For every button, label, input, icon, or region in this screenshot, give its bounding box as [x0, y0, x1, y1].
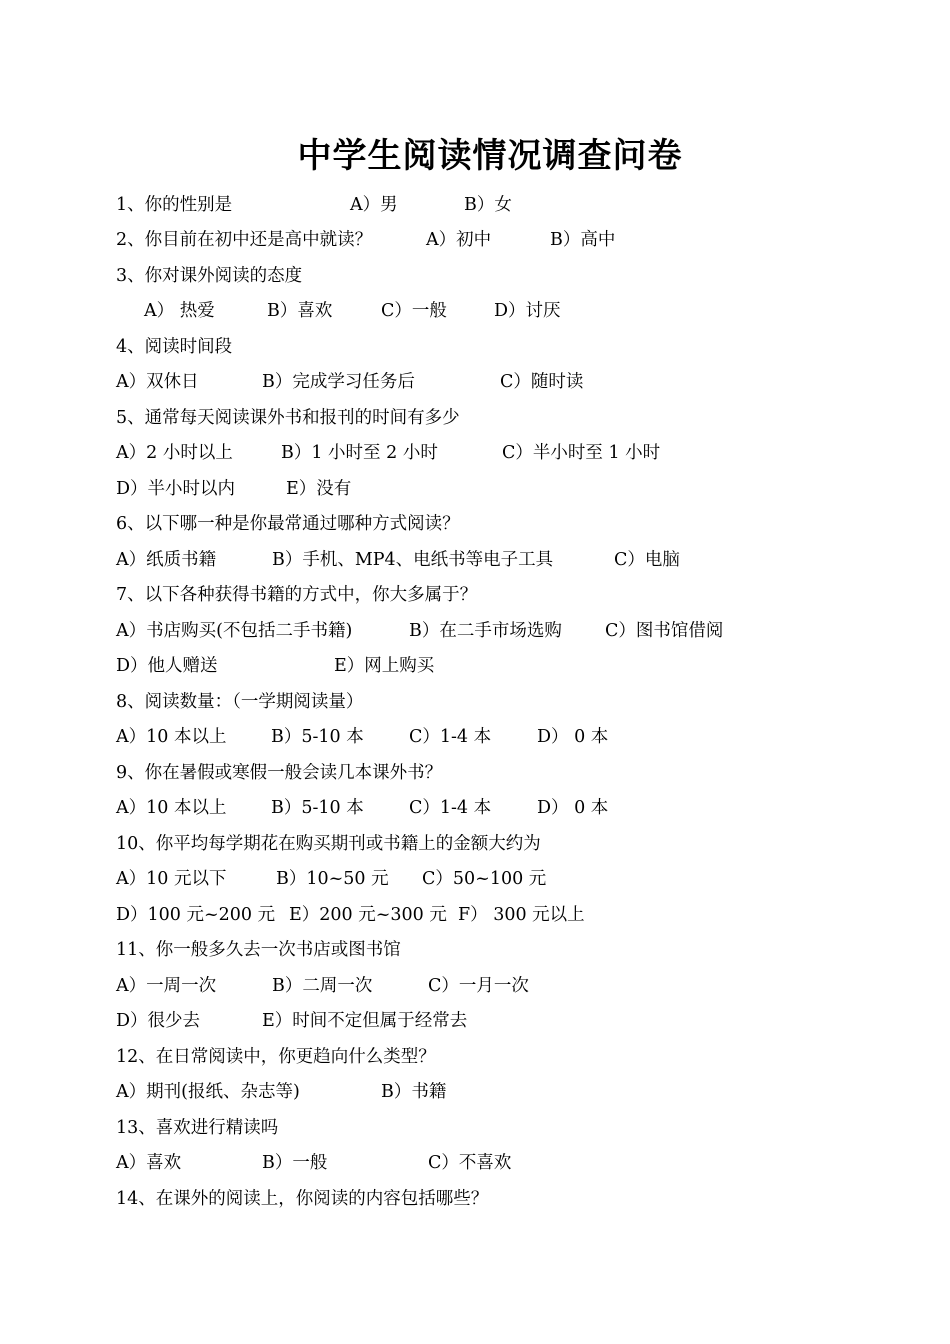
option-text: B）1 小时至 2 小时	[281, 443, 438, 463]
question-text: 8、阅读数量：（一学期阅读量）	[116, 692, 364, 712]
option-text: C）1-4 本	[409, 727, 492, 747]
question-text: 6、以下哪一种是你最常通过哪种方式阅读？	[116, 514, 460, 534]
option-text: E）时间不定但属于经常去	[262, 1011, 468, 1031]
option-text: B）高中	[550, 230, 616, 250]
question-text: 14、在课外的阅读上，你阅读的内容包括哪些？	[116, 1189, 489, 1209]
option-text: A）期刊(报纸、杂志等)	[116, 1082, 300, 1102]
option-text: B）在二手市场选购	[409, 621, 562, 641]
option-text: B）女	[464, 195, 512, 215]
question-text: 7、以下各种获得书籍的方式中，你大多属于？	[116, 585, 478, 605]
option-text: E）没有	[286, 479, 352, 499]
option-text: C）不喜欢	[428, 1153, 512, 1173]
question-text: 5、通常每天阅读课外书和报刊的时间有多少	[116, 408, 460, 428]
question-text: 9、你在暑假或寒假一般会读几本课外书？	[116, 763, 443, 783]
question-text: 1、你的性别是	[116, 195, 233, 215]
option-text: A）书店购买(不包括二手书籍)	[116, 621, 353, 641]
option-text: C）图书馆借阅	[605, 621, 724, 641]
option-text: B）二周一次	[272, 976, 373, 996]
option-text: B）一般	[262, 1153, 328, 1173]
question-text: 2、你目前在初中还是高中就读？	[116, 230, 373, 250]
question-text: 10、你平均每学期花在购买期刊或书籍上的金额大约为	[116, 834, 541, 854]
option-text: B）书籍	[381, 1082, 447, 1102]
page-title: 中学生阅读情况调查问卷	[297, 136, 683, 176]
option-text: A）喜欢	[116, 1153, 182, 1173]
option-text: A）初中	[426, 230, 492, 250]
option-text: A）男	[350, 195, 398, 215]
option-text: B）完成学习任务后	[262, 372, 415, 392]
option-text: C）50~100 元	[422, 869, 547, 889]
option-text: C）1-4 本	[409, 798, 492, 818]
question-text: 11、你一般多久去一次书店或图书馆	[116, 940, 401, 960]
option-text: B）手机、MP4、电纸书等电子工具	[272, 550, 554, 570]
option-text: A）双休日	[116, 372, 199, 392]
option-text: D）他人赠送	[116, 656, 218, 676]
option-text: A）纸质书籍	[116, 550, 217, 570]
option-text: B）喜欢	[267, 301, 333, 321]
option-text: E）网上购买	[334, 656, 435, 676]
option-text: D） 0 本	[537, 798, 609, 818]
question-text: 13、喜欢进行精读吗	[116, 1118, 279, 1138]
option-text: B）10~50 元	[276, 869, 389, 889]
option-text: A） 热爱	[144, 301, 215, 321]
option-text: B）5-10 本	[271, 727, 364, 747]
option-text: A）10 本以上	[116, 727, 227, 747]
option-text: A）2 小时以上	[116, 443, 233, 463]
option-text: A）10 本以上	[116, 798, 227, 818]
option-text: C）电脑	[614, 550, 680, 570]
option-text: D） 0 本	[537, 727, 609, 747]
question-text: 4、阅读时间段	[116, 337, 233, 357]
option-text: D）很少去	[116, 1011, 201, 1031]
option-text: D）半小时以内	[116, 479, 236, 499]
option-text: C）半小时至 1 小时	[502, 443, 661, 463]
option-text: D）100 元~200 元	[116, 905, 276, 925]
question-text: 12、在日常阅读中，你更趋向什么类型？	[116, 1047, 436, 1067]
option-text: F） 300 元以上	[458, 905, 585, 925]
question-text: 3、你对课外阅读的态度	[116, 266, 303, 286]
option-text: C）一月一次	[428, 976, 529, 996]
option-text: A）一周一次	[116, 976, 217, 996]
option-text: D）讨厌	[494, 301, 561, 321]
option-text: C）随时读	[500, 372, 584, 392]
option-text: B）5-10 本	[271, 798, 364, 818]
option-text: C）一般	[381, 301, 447, 321]
option-text: A）10 元以下	[116, 869, 227, 889]
option-text: E）200 元~300 元	[289, 905, 447, 925]
